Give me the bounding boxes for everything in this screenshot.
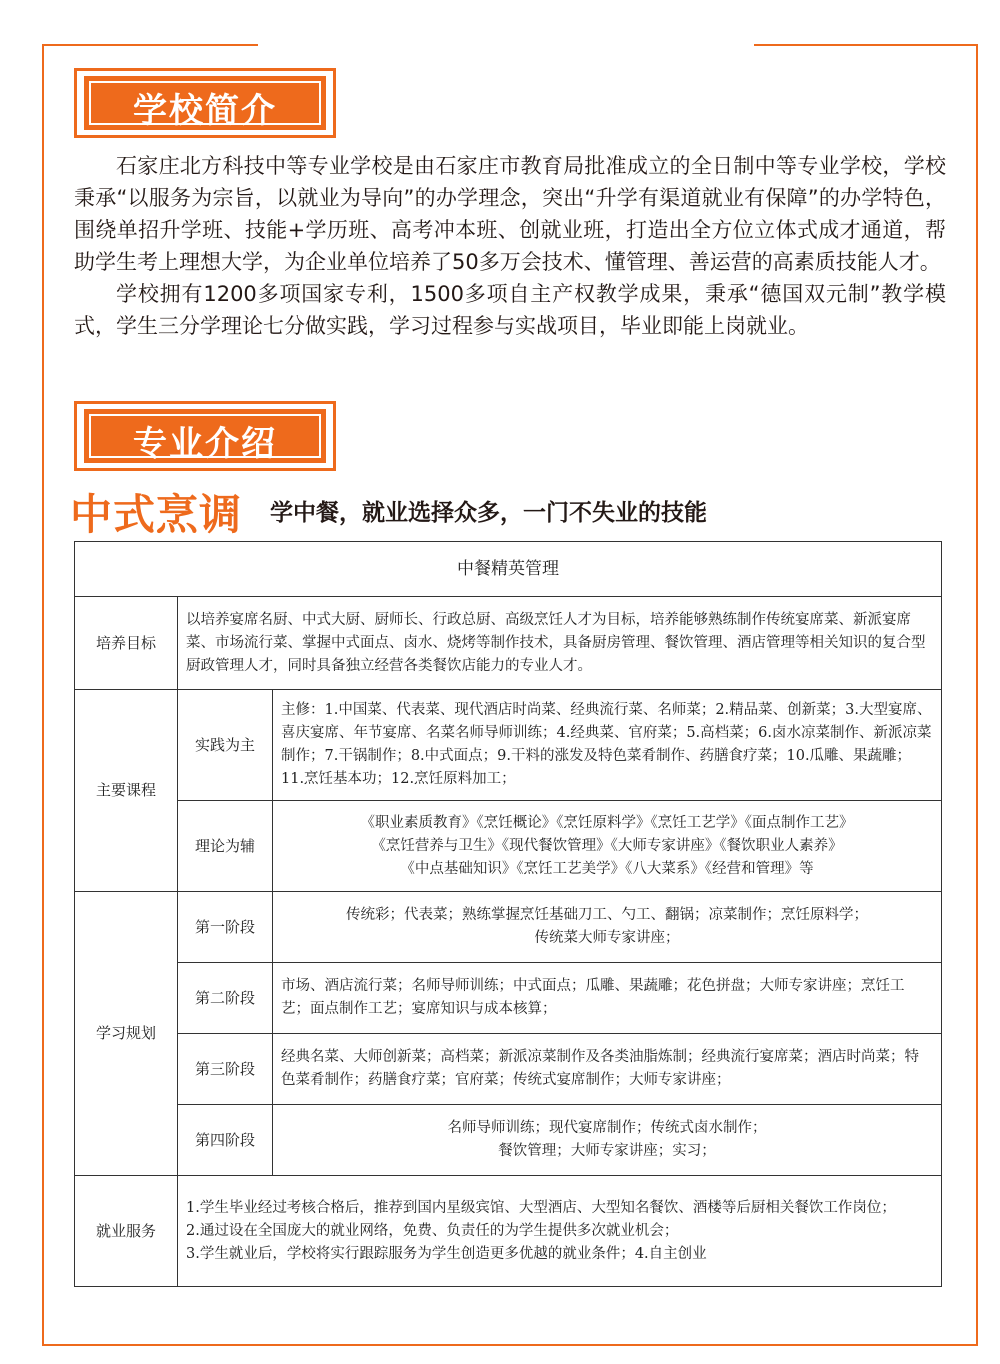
courses-label: 主要课程 [75, 690, 178, 892]
table-row [75, 1176, 942, 1287]
plan-label: 学习规划 [75, 892, 178, 1176]
stage-text: 经典名菜、大师创新菜；高档菜；新派凉菜制作及各类油脂炼制；经典流行宴席菜；酒店时尚菜；特色菜肴制作；药膳食疗菜；官府菜；传统式宴席制作；大师专家讲座； [273, 1034, 942, 1105]
theory-line: 《中点基础知识》《烹饪工艺美学》《八大菜系》《经营和管理》等 [400, 860, 814, 877]
intro-paragraph-1: 石家庄北方科技中等专业学校是由石家庄市教育局批准成立的全日制中等专业学校，学校秉承“以服务为宗旨，以就业为导向”的办学理念，突出“升学有渠道就业有保障”的办学特色，围绕单招升学班、技能+学历班、高考冲本班、创就业班，打造出全方位立体式成才通道，帮助学生考上理想大学，为企业单位培养了50多万会技术、懂管理、善运营的高素质技能人才。 [74, 154, 946, 274]
section-title-school-intro: 学校简介 [133, 91, 277, 131]
table-title: 中餐精英管理 [75, 542, 942, 597]
stage-line: 传统菜大师专家讲座； [534, 930, 680, 946]
goal-text: 以培养宴席名厨、中式大厨、厨师长、行政总厨、高级烹饪人才为目标，培养能够熟练制作传统宴席菜、新派宴席菜、市场流行菜、掌握中式面点、卤水、烧烤等制作技术，具备厨房管理、餐饮管理、酒店管理等相关知识的复合型厨政管理人才，同时具备独立经营各类餐饮店能力的专业人才。 [178, 597, 942, 690]
stage-text [273, 1105, 942, 1176]
stage-line: 名师导师训练；现代宴席制作；传统式卤水制作； [447, 1120, 767, 1136]
section-badge-major [74, 401, 336, 471]
theory-text [273, 801, 942, 892]
stage-text: 市场、酒店流行菜；名师导师训练；中式面点；瓜雕、果蔬雕；花色拼盘；大师专家讲座；烹饪工艺；面点制作工艺；宴席知识与成本核算； [273, 963, 942, 1034]
table-row [75, 597, 942, 690]
section-title-major-intro: 专业介绍 [133, 424, 277, 464]
theory-line: 《职业素质教育》《烹饪概论》《烹饪原料学》《烹饪工艺学》《面点制作工艺》 [360, 814, 854, 831]
stage-label: 第三阶段 [178, 1034, 273, 1105]
intro-paragraph-2: 学校拥有1200多项国家专利，1500多项自主产权教学成果，秉承“德国双元制”教学模式，学生三分学理论七分做实践，学习过程参与实战项目，毕业即能上岗就业。 [74, 282, 946, 338]
section-badge-school [74, 68, 336, 138]
table-row [75, 690, 942, 801]
service-line: 1.学生毕业经过考核合格后，推荐到国内星级宾馆、大型酒店、大型知名餐饮、酒楼等后厨相关餐饮工作岗位； [186, 1199, 896, 1216]
table-row [75, 892, 942, 963]
service-label: 就业服务 [75, 1176, 178, 1287]
practice-text: 主修：1.中国菜、代表菜、现代酒店时尚菜、经典流行菜、名师菜；2.精品菜、创新菜；3.大型宴席、喜庆宴席、年节宴席、名菜名师导师训练；4.经典菜、官府菜；5.高档菜；6.卤水凉菜制作、新派凉菜制作；7.干锅制作；8.中式面点；9.干料的涨发及特色菜肴制作、药膳食疗菜；10.瓜雕、果蔬雕；11.烹饪基本功；12.烹饪原料加工； [273, 690, 942, 801]
table-row [75, 801, 942, 892]
course-table [74, 541, 942, 1287]
stage-label: 第四阶段 [178, 1105, 273, 1176]
theory-label: 理论为辅 [178, 801, 273, 892]
stage-line: 传统彩；代表菜；熟练掌握烹饪基础刀工、勺工、翻锅；凉菜制作；烹饪原料学； [346, 907, 868, 923]
service-text [178, 1176, 942, 1287]
table-row [75, 1034, 942, 1105]
major-slogan: 学中餐，就业选择众多，一门不失业的技能 [270, 500, 707, 526]
theory-line: 《烹饪营养与卫生》《现代餐饮管理》《大师专家讲座》《餐饮职业人素养》 [371, 837, 843, 854]
table-row [75, 542, 942, 597]
practice-label: 实践为主 [178, 690, 273, 801]
stage-text [273, 892, 942, 963]
stage-label: 第二阶段 [178, 963, 273, 1034]
goal-label: 培养目标 [75, 597, 178, 690]
stage-line: 餐饮管理；大师专家讲座；实习； [498, 1143, 716, 1159]
school-intro-text [74, 150, 946, 342]
service-line: 2.通过设在全国庞大的就业网络，免费、负责任的为学生提供多次就业机会； [186, 1222, 679, 1239]
table-row [75, 963, 942, 1034]
table-row [75, 1105, 942, 1176]
service-line: 3.学生就业后，学校将实行跟踪服务为学生创造更多优越的就业条件；4.自主创业 [186, 1245, 707, 1262]
major-name: 中式烹调 [70, 490, 243, 539]
stage-label: 第一阶段 [178, 892, 273, 963]
